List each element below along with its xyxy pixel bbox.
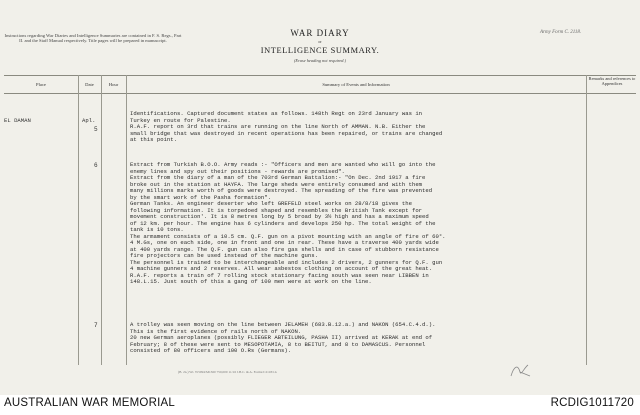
- summary-column-header: Summary of Events and Information: [322, 82, 390, 87]
- text-line: R.A.F. reports a train of 7 rolling stock stationary facing south was seen near LIBBEN in: [130, 271, 429, 279]
- record-id: RCDIG1011720: [550, 397, 634, 409]
- text-line: The personnel is trained to be interchangeable and includes 2 drivers, 2 gunners for Q.F. gun: [130, 258, 443, 266]
- text-line: at 400 yards range. The Q.F. gun can also fire gas shells and in case of stubborn resistance: [130, 245, 439, 253]
- text-line: Turkey en route for Palestine.: [130, 116, 231, 124]
- place-entry: EL DAMAN: [4, 117, 31, 124]
- column-divider: [78, 75, 79, 365]
- place-column-header: Place: [36, 82, 46, 87]
- text-line: This is the first evidence of rails north of NAKON.: [130, 327, 302, 335]
- text-line: Extract from Turkish B.O.O. Army reads :- "Officers and men are wanted who will go into the: [130, 161, 436, 168]
- text-line: many millions marks worth of goods were destroyed. The spreading of the fire was prevented: [130, 187, 433, 194]
- column-divider: [126, 75, 127, 365]
- title-or: or: [318, 39, 322, 44]
- erase-heading-note: (Erase heading not required.): [293, 58, 347, 63]
- text-line: broke out in the station at HAYFA. The large sheds were entirely consumed and with them: [130, 180, 423, 188]
- day-number: 5: [94, 126, 98, 133]
- text-line: at this point.: [130, 136, 177, 143]
- text-line: Identifications. Captured document states as follows. 148th Regt on 23rd January was in: [130, 110, 423, 117]
- archive-caption: AUSTRALIAN WAR MEMORIAL: [4, 397, 175, 409]
- text-line: 20 new German aeroplanes (possibly FLIEGER ABTEILUNG, PASHA II) arrived at KERAK at end of: [130, 334, 433, 341]
- printer-imprint: (B. 2n.) Wt. W5094/M1360 750,000 11/16 J.B.C. & A. Forms/C2118/14.: [178, 370, 278, 374]
- column-divider: [101, 75, 102, 365]
- date-column-header: Date: [85, 82, 94, 87]
- text-line: fire projectors can be used instead of the machine guns.: [130, 252, 318, 259]
- text-line: movement construction'. It is 8 metres long by 5 broad by 3½ high and has a maximum speed: [130, 213, 429, 220]
- army-form-number: Army Form C. 2118.: [540, 30, 582, 35]
- entry-block-7: [130, 322, 582, 355]
- table-header-rule: [4, 93, 636, 94]
- date-entry: Apl.: [82, 117, 96, 124]
- remarks-column-header: Remarks and references to Appendices: [588, 76, 636, 87]
- text-line: A trolley was seen moving on the line between JELAMEH (683.B.12.a.) and NAKON (654.C.4.d.).: [130, 321, 436, 328]
- handwritten-mark-icon: [508, 360, 534, 380]
- text-line: of 12 km. per hour. The engine has 6 cylinders and develops 250 hp. The total weight of the: [130, 219, 436, 227]
- text-line: small bridge that was destroyed in recent operations has been repaired, or trains are changed: [130, 129, 443, 137]
- text-line: The armament consists of a 10.5 cm. Q.F. gun on a pivot mounting with an angle of fire of 60°.: [130, 232, 446, 240]
- war-diary-title: WAR DIARY: [290, 28, 350, 38]
- day-number: 7: [94, 322, 98, 329]
- text-line: 148.L.15. Just south of this a gang of 100 men were at work on the line.: [130, 278, 372, 285]
- text-line: February; 8 of these were sent to MESOPOTAMIA, 8 to BEITUT, and 8 to DAMASCUS. Personnel: [130, 340, 426, 348]
- text-line: consisted of 80 officers and 100 O.Rs (Germans).: [130, 347, 292, 354]
- entry-block-5: [130, 111, 582, 144]
- text-line: by the smart work of the Pasha formation".: [130, 193, 271, 201]
- column-divider: [586, 75, 587, 365]
- entry-block-6: [130, 162, 582, 286]
- text-line: R.A.F. report on 3rd that trains are running on the line North of AMMAN. N.B. Either the: [130, 123, 426, 130]
- day-number: 6: [94, 162, 98, 169]
- text-line: tank is 10 tons.: [130, 226, 184, 233]
- text-line: enemy lines and spy out their positions - rewards are promised".: [130, 167, 345, 175]
- text-line: 4 M.Gs, one on each side, one in front and one in rear. These have a traverse 400 yards wide: [130, 239, 439, 246]
- instructions-note: Instructions regarding War Diaries and Intelligence Summaries are contained in F. S. Regs., Part II. and the Staff Manual respectively. Title pages will be prepared in manuscript.: [4, 33, 182, 44]
- text-line: Extract from the diary of a man of the 703rd German Battalion:- "On Dec. 2nd 1917 a fire: [130, 174, 426, 181]
- text-line: German Tanks. An engineer deserter who left GREFELD steel works on 28/8/18 gives the: [130, 200, 412, 207]
- table-top-rule: [4, 75, 636, 76]
- intelligence-summary-title: INTELLIGENCE SUMMARY.: [260, 46, 380, 55]
- hour-column-header: Hour: [108, 82, 119, 87]
- text-line: 4 machine gunners and 2 reserves. All wear asbestos clothing on account of the great heat.: [130, 265, 433, 272]
- text-line: following information. It is torpedoed shaped and resembles the British Tank except for: [130, 206, 423, 214]
